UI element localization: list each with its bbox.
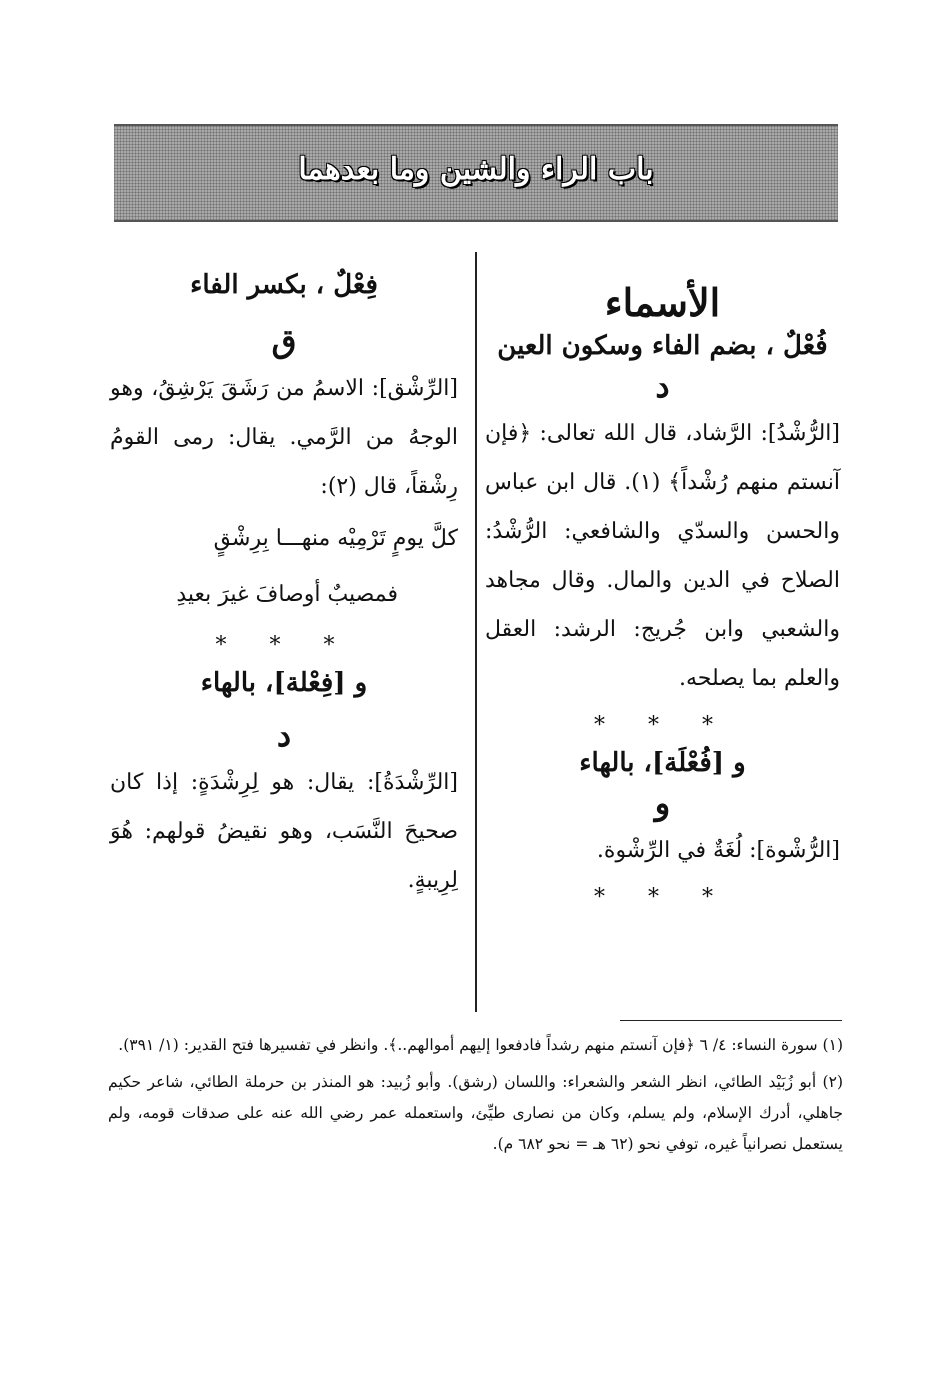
- separator-stars: * * *: [594, 713, 731, 738]
- section-heading: الأسماء: [604, 280, 721, 325]
- separator-stars: * * *: [594, 885, 731, 910]
- footnote-2: (٢) أبو زُبَيْد الطائي، انظر الشعر والشعراء: واللسان (رشق). وأبو زُبيد: هو المنذر بن حرملة الطائي، شاعر حكيم جاهلي، أدرك الإسلام، ولم يسلم، وكان من نصارى طيِّئ، واستعمله عمر رضي الله عنه على صدقات قومه، ولم يستعمل نصرانياً غيره، توفي نحو (٦٢ هـ = نحو ٦٨٢ م).: [108, 1073, 843, 1153]
- letter-heading-4: د: [276, 716, 292, 754]
- letter-heading-1: د: [655, 367, 670, 405]
- letter-heading-3: ق: [271, 322, 297, 360]
- chapter-banner: [114, 124, 838, 222]
- letter-heading-2: و: [654, 784, 671, 822]
- footnote-1: (١) سورة النساء: ٤/ ٦ ﴿فإن آنستم منهم رشداً فادفعوا إليهم أموالهم..﴾. وانظر في تفسيرها فتح القدير: (١/ ٣٩١).: [118, 1036, 843, 1054]
- footnote-rule: [620, 1020, 842, 1021]
- right-column: [485, 262, 840, 920]
- pattern-heading-2: و [فُعْلَة]، بالهاء: [579, 748, 746, 778]
- separator-stars: * * *: [215, 633, 353, 658]
- verse-line-1: كلَّ يومٍ تَرْمِيْه منهـــا بِرِشْقٍ: [213, 526, 458, 551]
- left-column: [110, 262, 458, 905]
- verse-line-2: فمصيبٌ أوصافَ غيرَ بعيدِ: [176, 582, 398, 607]
- entry-rishq: [الرِّشْق]: الاسمُ من رَشَقَ يَرْشِقُ، وهو الوجهُ من الرَّمي. يقال: رمى القومُ رِشْقاً، قال (٢):: [110, 376, 458, 499]
- chapter-title: باب الراء والشين وما بعدهما: [298, 152, 654, 187]
- pattern-heading-3: فِعْلٌ ، بكسر الفاء: [190, 270, 378, 300]
- column-divider: [475, 252, 477, 1012]
- entry-rushd: [الرُّشْدُ]: الرَّشاد، قال الله تعالى: ﴿فإن آنستم منهم رُشْداً﴾ (١). قال ابن عباس والحسن والسدّي والشافعي: الرُّشْدُ: الصلاح في الدين والمال. وقال مجاهد والشعبي وابن جُريج: الرشد: العقل والعلم بما يصلحه.: [485, 421, 840, 691]
- pattern-heading-4: و [فِعْلة]، بالهاء: [200, 668, 368, 698]
- footnotes: [108, 1030, 843, 1166]
- entry-rishda: [الرِّشْدَةُ]: يقال: هو لِرِشْدَةٍ: إذا كان صحيحَ النَّسَب، وهو نقيضُ قولهم: هُوَ لِرِيبةٍ.: [110, 770, 458, 893]
- pattern-heading-1: فُعْلٌ ، بضم الفاء وسكون العين: [497, 331, 828, 361]
- entry-rushwa: [الرُّشْوة]: لُغَةٌ في الرِّشْوة.: [596, 838, 840, 863]
